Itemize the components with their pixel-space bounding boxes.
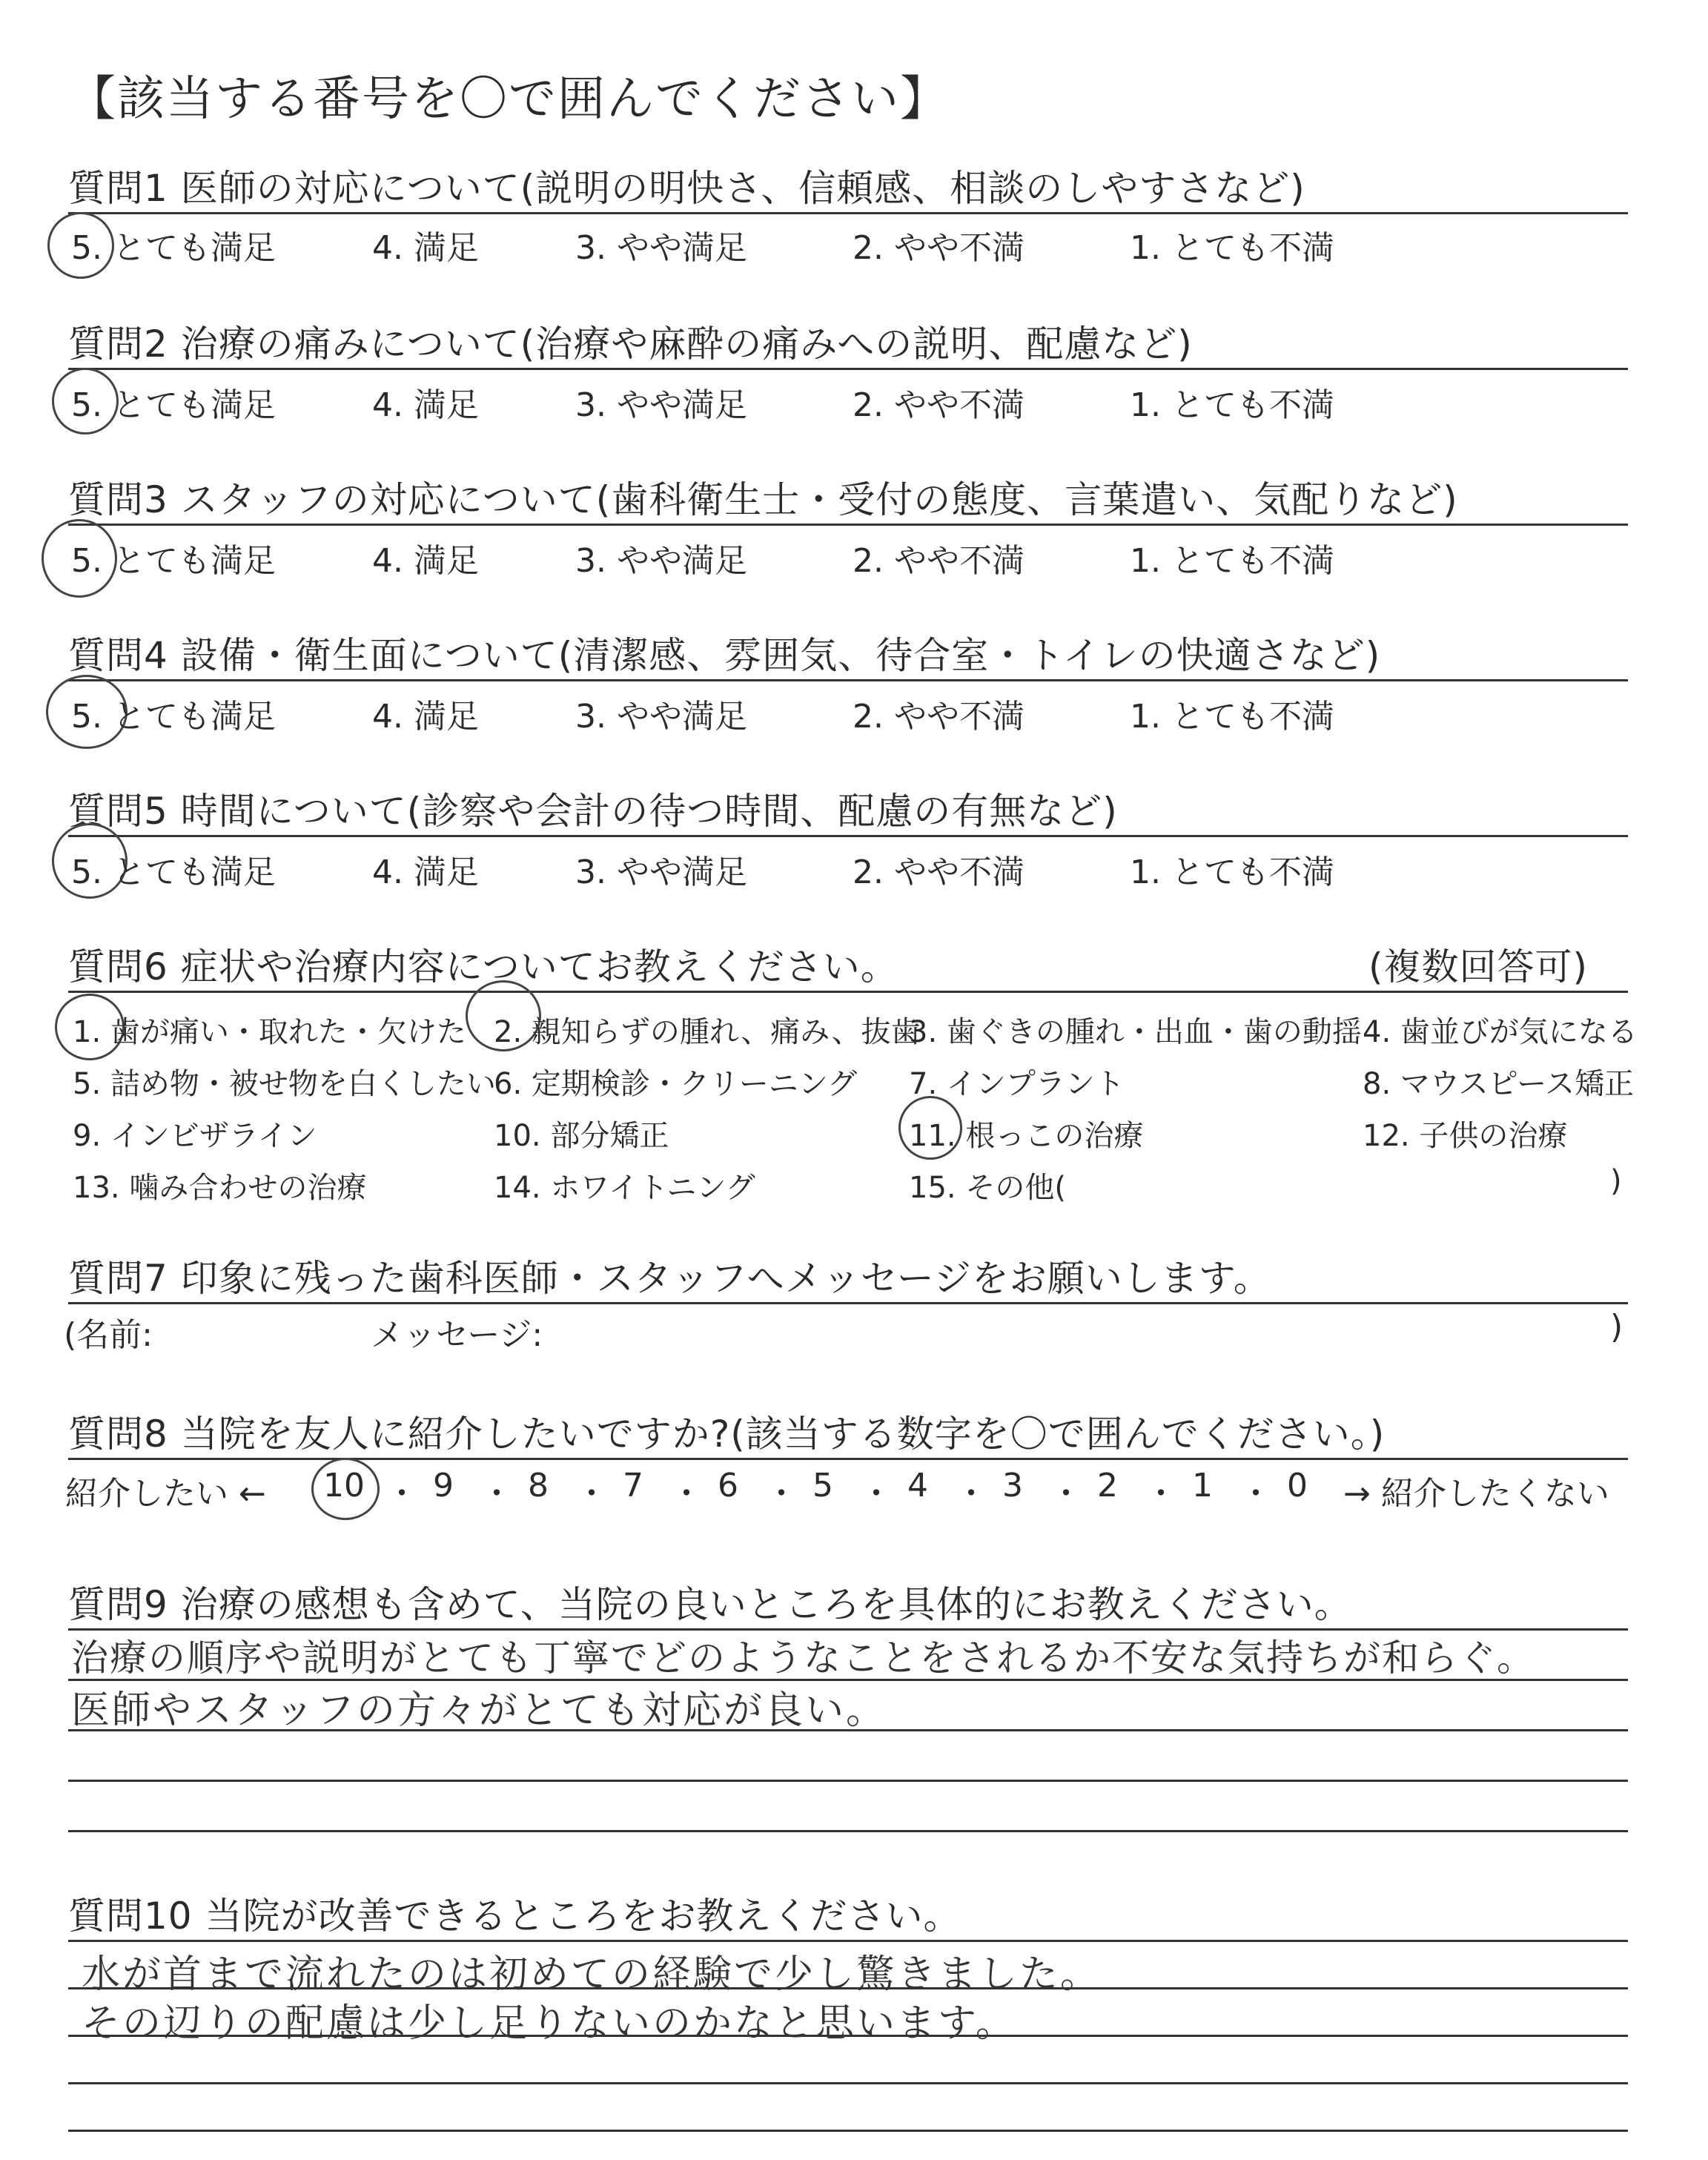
rating-option-1[interactable]: 1. とても不満 bbox=[1130, 386, 1334, 424]
rating-option-3[interactable]: 3. やや満足 bbox=[575, 853, 747, 891]
multiple-answer-note: (複数回答可) bbox=[1368, 945, 1589, 988]
scale-0[interactable]: 0 bbox=[1287, 1467, 1308, 1505]
question-5-title: 質問5 時間について(診察や会計の待つ時間、配慮の有無など) bbox=[68, 790, 1118, 833]
scale-5[interactable]: 5 bbox=[812, 1467, 833, 1505]
rating-option-1[interactable]: 1. とても不満 bbox=[1130, 698, 1334, 736]
symptom-option-8[interactable]: 8. マウスピース矯正 bbox=[1363, 1067, 1635, 1101]
recommend-right-label: → 紹介したくない bbox=[1343, 1475, 1609, 1513]
answer-text: 医師やスタッフの方々がとても対応が良い。 bbox=[71, 1688, 887, 1733]
symptom-option-10[interactable]: 10. 部分矯正 bbox=[494, 1119, 669, 1153]
scale-3[interactable]: 3 bbox=[1002, 1467, 1023, 1505]
message-label: メッセージ: bbox=[371, 1316, 543, 1354]
close-paren: ) bbox=[1610, 1308, 1623, 1346]
question-4-title: 質問4 設備・衛生面について(清潔感、雰囲気、待合室・トイレの快適さなど) bbox=[68, 634, 1381, 677]
rating-option-4[interactable]: 4. 満足 bbox=[372, 698, 479, 736]
symptom-option-7[interactable]: 7. インプラント bbox=[909, 1067, 1125, 1101]
divider bbox=[68, 524, 1628, 526]
symptom-option-5[interactable]: 5. 詰め物・被せ物を白くしたい bbox=[73, 1067, 496, 1101]
rating-option-3[interactable]: 3. やや満足 bbox=[575, 698, 747, 736]
answer-line bbox=[68, 1830, 1628, 1832]
rating-option-5[interactable]: 5. とても満足 bbox=[71, 542, 276, 580]
rating-option-4[interactable]: 4. 満足 bbox=[372, 386, 479, 424]
question-3-title: 質問3 スタッフの対応について(歯科衛生士・受付の態度、言葉遣い、気配りなど) bbox=[68, 478, 1458, 521]
recommend-left-label: 紹介したい ← bbox=[65, 1475, 266, 1513]
scale-10[interactable]: 10 bbox=[323, 1467, 365, 1505]
scale-dot: ・ bbox=[765, 1475, 798, 1513]
rating-option-3[interactable]: 3. やや満足 bbox=[575, 386, 747, 424]
rating-option-2[interactable]: 2. やや不満 bbox=[853, 542, 1025, 580]
symptom-option-2[interactable]: 2. 親知らずの腫れ、痛み、抜歯 bbox=[494, 1015, 921, 1049]
rating-option-3[interactable]: 3. やや満足 bbox=[575, 542, 747, 580]
divider bbox=[68, 1302, 1628, 1304]
rating-option-4[interactable]: 4. 満足 bbox=[372, 229, 479, 267]
answer-text: 治療の順序や説明がとても丁寧でどのようなことをされるか不安な気持ちが和らぐ。 bbox=[71, 1636, 1535, 1680]
other-close-paren: ) bbox=[1610, 1164, 1622, 1198]
symptom-option-14[interactable]: 14. ホワイトニング bbox=[494, 1171, 755, 1205]
scale-dot: ・ bbox=[955, 1475, 987, 1513]
scale-dot: ・ bbox=[480, 1475, 513, 1513]
question-10-title: 質問10 当院が改善できるところをお教えください。 bbox=[68, 1895, 961, 1938]
question-7-title: 質問7 印象に残った歯科医師・スタッフへメッセージをお願いします。 bbox=[68, 1257, 1271, 1300]
symptom-option-12[interactable]: 12. 子供の治療 bbox=[1363, 1119, 1568, 1153]
scale-2[interactable]: 2 bbox=[1097, 1467, 1118, 1505]
name-label: (名前: bbox=[64, 1316, 153, 1354]
scale-7[interactable]: 7 bbox=[623, 1467, 643, 1505]
divider bbox=[68, 212, 1628, 214]
scale-dot: ・ bbox=[670, 1475, 703, 1513]
rating-option-2[interactable]: 2. やや不満 bbox=[853, 698, 1025, 736]
question-2-title: 質問2 治療の痛みについて(治療や麻酔の痛みへの説明、配慮など) bbox=[68, 323, 1193, 366]
question-9-title: 質問9 治療の感想も含めて、当院の良いところを具体的にお教えください。 bbox=[68, 1583, 1352, 1626]
answer-text: 水が首まで流れたのは初めての経験で少し驚きました。 bbox=[82, 1952, 1102, 1997]
rating-option-2[interactable]: 2. やや不満 bbox=[853, 386, 1025, 424]
question-8-title: 質問8 当院を友人に紹介したいですか?(該当する数字を〇で囲んでください。) bbox=[68, 1413, 1386, 1456]
question-1-title: 質問1 医師の対応について(説明の明快さ、信頼感、相談のしやすさなど) bbox=[68, 167, 1305, 210]
answer-text: その辺りの配慮は少し足りないのかなと思います。 bbox=[82, 2001, 1016, 2046]
scale-dot: ・ bbox=[1239, 1475, 1272, 1513]
form-title: 【該当する番号を〇で囲んでください】 bbox=[68, 72, 949, 127]
scale-dot: ・ bbox=[860, 1475, 893, 1513]
rating-option-1[interactable]: 1. とても不満 bbox=[1130, 542, 1334, 580]
scale-dot: ・ bbox=[575, 1475, 608, 1513]
divider bbox=[68, 1458, 1628, 1460]
scale-dot: ・ bbox=[1145, 1475, 1177, 1513]
rating-option-5[interactable]: 5. とても満足 bbox=[71, 698, 276, 736]
symptom-option-13[interactable]: 13. 噛み合わせの治療 bbox=[73, 1171, 367, 1205]
answer-line bbox=[68, 2082, 1628, 2084]
rating-option-5[interactable]: 5. とても満足 bbox=[71, 853, 276, 891]
scale-1[interactable]: 1 bbox=[1192, 1467, 1213, 1505]
answer-line bbox=[68, 1780, 1628, 1782]
symptom-option-11[interactable]: 11. 根っこの治療 bbox=[909, 1119, 1144, 1153]
answer-line bbox=[68, 2130, 1628, 2132]
symptom-option-3[interactable]: 3. 歯ぐきの腫れ・出血・歯の動揺 bbox=[909, 1015, 1362, 1049]
rating-option-1[interactable]: 1. とても不満 bbox=[1130, 229, 1334, 267]
symptom-option-4[interactable]: 4. 歯並びが気になる bbox=[1363, 1015, 1638, 1049]
rating-option-4[interactable]: 4. 満足 bbox=[372, 853, 479, 891]
divider bbox=[68, 679, 1628, 681]
scale-4[interactable]: 4 bbox=[907, 1467, 928, 1505]
symptom-option-15[interactable]: 15. その他( bbox=[909, 1171, 1066, 1205]
symptom-option-1[interactable]: 1. 歯が痛い・取れた・欠けた bbox=[73, 1015, 466, 1049]
rating-option-2[interactable]: 2. やや不満 bbox=[853, 853, 1025, 891]
rating-option-5[interactable]: 5. とても満足 bbox=[71, 386, 276, 424]
rating-option-1[interactable]: 1. とても不満 bbox=[1130, 853, 1334, 891]
rating-option-2[interactable]: 2. やや不満 bbox=[853, 229, 1025, 267]
scale-6[interactable]: 6 bbox=[718, 1467, 738, 1505]
divider bbox=[68, 368, 1628, 370]
symptom-option-6[interactable]: 6. 定期検診・クリーニング bbox=[494, 1067, 858, 1101]
rating-option-3[interactable]: 3. やや満足 bbox=[575, 229, 747, 267]
scale-dot: ・ bbox=[385, 1475, 418, 1513]
rating-option-4[interactable]: 4. 満足 bbox=[372, 542, 479, 580]
scale-9[interactable]: 9 bbox=[433, 1467, 454, 1505]
divider bbox=[68, 835, 1628, 837]
scale-dot: ・ bbox=[1050, 1475, 1082, 1513]
divider bbox=[68, 1940, 1628, 1942]
symptom-option-9[interactable]: 9. インビザライン bbox=[73, 1119, 317, 1153]
question-6-title: 質問6 症状や治療内容についてお教えください。 bbox=[68, 945, 898, 988]
divider bbox=[68, 991, 1628, 993]
scale-8[interactable]: 8 bbox=[528, 1467, 549, 1505]
rating-option-5[interactable]: 5. とても満足 bbox=[71, 229, 276, 267]
